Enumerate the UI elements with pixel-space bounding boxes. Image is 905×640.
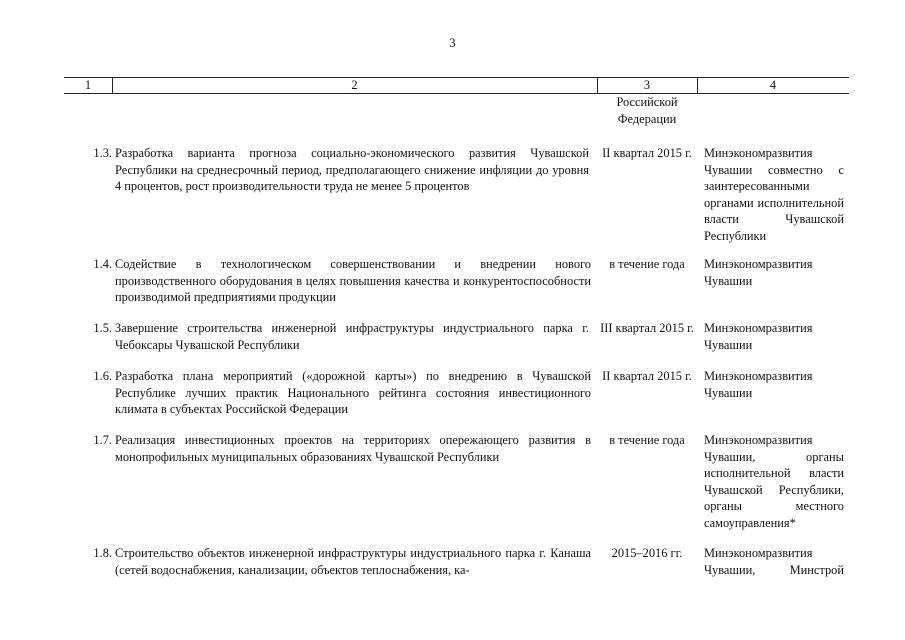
row-number: 1.8. bbox=[93, 546, 112, 560]
row-deadline: II квартал 2015 г. bbox=[602, 369, 692, 383]
header-col-4: 4 bbox=[769, 78, 777, 92]
row-responsible: Минэкономразвития Чувашии bbox=[704, 257, 813, 288]
row-activity: Завершение строительства инженерной инфраструктуры индустриального парка г. Чебоксары Чувашской Республики bbox=[115, 321, 589, 352]
row-responsible: Минэкономразвития Чувашии, органы исполнительной власти Чувашской Республики, органы местного самоуправления* bbox=[704, 433, 844, 530]
row-deadline: в течение года bbox=[609, 433, 685, 447]
row-responsible: Минэкономразвития Чувашии, Минстрой bbox=[704, 546, 844, 577]
row-deadline: II квартал 2015 г. bbox=[602, 146, 692, 160]
row-activity: Разработка варианта прогноза социально-экономического развития Чувашской Республики на среднесрочный период, предполагающего снижение инфляции до уровня 4 процентов, рост производительности труда не менее 5 процентов bbox=[115, 146, 589, 193]
header-col-1: 1 bbox=[84, 78, 92, 92]
row-responsible: Минэкономразвития Чувашии bbox=[704, 369, 813, 400]
row-number: 1.3. bbox=[93, 146, 112, 160]
row-number: 1.6. bbox=[93, 369, 112, 383]
row-deadline: III квартал 2015 г. bbox=[600, 321, 694, 335]
header-col-3: 3 bbox=[643, 78, 651, 92]
row-activity: Реализация инвестиционных проектов на территориях опережающего развития в монопрофильных муниципальных образованиях Чувашской Республики bbox=[115, 433, 591, 464]
row-number: 1.5. bbox=[93, 321, 112, 335]
row-number: 1.7. bbox=[93, 433, 112, 447]
page-number: 3 bbox=[449, 36, 456, 50]
row-responsible: Минэкономразвития Чувашии совместно с заинтересованными органами исполнительной власти Чувашской Республики bbox=[704, 146, 844, 243]
row-number: 1.4. bbox=[93, 257, 112, 271]
continued-date-cell: Российской Федерации bbox=[616, 95, 678, 126]
row-responsible: Минэкономразвития Чувашии bbox=[704, 321, 813, 352]
row-activity: Содействие в технологическом совершенствовании и внедрении нового производственного оборудования в целях повышения качества и конкурентоспособности производимой предприятиями продукции bbox=[115, 257, 591, 304]
row-deadline: 2015–2016 гг. bbox=[611, 546, 683, 560]
row-activity: Разработка плана мероприятий («дорожной карты») по внедрению в Чувашской Республике лучших практик Национального рейтинга состояния инвестиционного климата в субъектах Российской Федерации bbox=[115, 369, 591, 416]
table-header-row bbox=[64, 77, 849, 94]
row-deadline: в течение года bbox=[609, 257, 685, 271]
row-activity: Строительство объектов инженерной инфраструктуры индустриального парка г. Канаша (сетей водоснабжения, канализации, объектов теплоснабжения, ка- bbox=[115, 546, 591, 577]
header-col-2: 2 bbox=[351, 78, 358, 92]
